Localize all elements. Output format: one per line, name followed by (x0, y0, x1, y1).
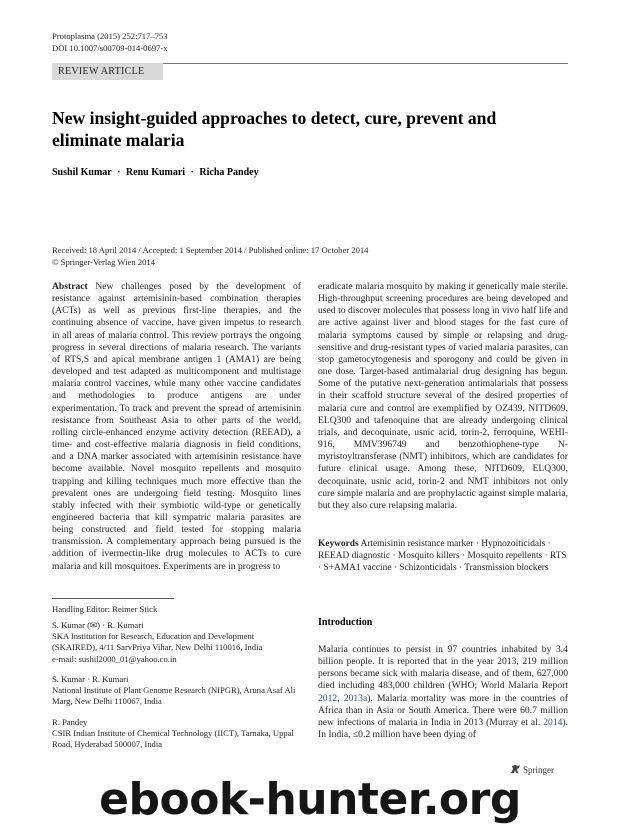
keywords (318, 538, 568, 574)
watermark: ebook-hunter.org (99, 774, 521, 825)
author-separator: · (190, 167, 194, 178)
author-name[interactable]: Sushil Kumar (52, 167, 112, 178)
affiliation-address: SKA Institution for Research, Education and Development (SKAIRED), 4/11 SarvPriya Vihar, New Delhi 110016, India (52, 631, 263, 653)
intro-text: Malaria continues to persist in 97 countries inhabited by 3.4 billion people. It is reported that in the year 2013, 219 million persons became sick with malaria disease, and of them, 627,000 died including 483,000 children (WHO; World Malaria Report (318, 644, 568, 692)
affiliation (52, 620, 301, 665)
author-email[interactable]: e-mail: sushil2000_01@yahoo.co.in (52, 653, 177, 664)
keywords-text: Artemisinin resistance marker · Hypnozoiticidals · REEAD diagnostic · Mosquito killers · Mosquito repellents · RTS · S+AMA1 vaccine · Schizonticidals · Transmission blockers (318, 539, 567, 574)
affiliation (52, 674, 301, 708)
springer-horse-icon (510, 764, 521, 774)
footnote-rule (52, 598, 174, 599)
citation-link[interactable]: 2012 (318, 692, 338, 704)
affiliation-address: CSIR Indian Institute of Chemical Technology (IICT), Tarnaka, Uppal Road, Hyderabad 500007, India (52, 728, 294, 750)
abstract-label: Abstract (52, 281, 88, 292)
author-name[interactable]: Richa Pandey (199, 167, 259, 178)
doi: DOI 10.1007/s00709-014-0697-x (52, 43, 168, 53)
publication-dates (52, 245, 368, 268)
author-separator: · (117, 167, 121, 178)
affiliation-authors: S. Kumar (✉) · R. Kumari (52, 620, 144, 630)
history-dates: Received: 18 April 2014 / Accepted: 1 September 2014 / Published online: 17 October 2014 (52, 245, 369, 255)
intro-text: ). Malaria mortality was more in the countries of Africa than in Asia or South America. There were 60.7 million new infections of malaria in India in 2013 (Murray et al. (318, 692, 568, 728)
affiliation (52, 717, 301, 751)
affiliation-address: National Institute of Plant Genome Research (NIPGR), Aruna Asaf Ali Marg, New Delhi 110067, India (52, 685, 296, 707)
keywords-label: Keywords (318, 539, 359, 549)
abstract-right-column: eradicate malaria mosquito by making it genetically male sterile. High-throughput screening procedures are being developed and used to discover molecules that possess long in vivo half life and are active against liver and blood stages for the fast cure of malaria symptoms caused by simple or relapsing and drug-sensitive and drug-resistant types of varied malaria parasites, can stop gametocytogenesis and sporogony and could be given in one dose. Target-based antimalarial drug designing has begun. Some of the putative next-generation antimalarials that possess in their scaffold structure several of the desired properties of malaria cure and control are exemplified by OZ439, NITD609, ELQ300 and tafenoquine that are already undergoing clinical trials, and decoquinate, usnic acid, torin-2, ferroquine, WEHI-916, MMV396749 and benzothiophene-type N-myristoyltransferase (NMT) inhibitors, which are candidates for future clinical usage. Among these, NITD609, ELQ300, decoquinate, usnic acid, torin-2 and NMT inhibitors not only cure simple malaria and are prophylactic against simple malaria, but they also cure relapsing malaria. (318, 281, 568, 511)
introduction-text (318, 644, 568, 741)
affiliation-authors: R. Pandey (52, 717, 88, 727)
journal-header (52, 30, 168, 54)
author-list (52, 167, 259, 178)
affiliation-authors: S. Kumar · R. Kumari (52, 674, 129, 684)
article-type-label: REVIEW ARTICLE (52, 63, 163, 80)
article-title: New insight-guided approaches to detect, cure, prevent and eliminate malaria (52, 108, 497, 150)
intro-text: , (337, 692, 344, 704)
author-name[interactable]: Renu Kumari (125, 167, 186, 178)
section-heading-introduction: Introduction (318, 617, 373, 628)
handling-editor: Handling Editor: Reimer Stick (52, 604, 158, 614)
journal-citation: Protoplasma (2015) 252:717–753 (52, 31, 168, 41)
citation-link[interactable]: 2014 (543, 716, 563, 728)
abstract-text: New challenges posed by the development of resistance against artemisinin-based combination therapies (ACTs) as well as previous first-line therapies, and the continuing absence of vaccine, have given impetus to research in all areas of malaria control. This review portrays the ongoing progress in several directions of malaria research. The variants of RTS,S and apical membrane antigen 1 (AMA1) are being developed and test adapted as multicomponent and multistage malaria control vaccines, while many other vaccine candidates and methodologies to produce antigens are under experimentation. To track and prevent the spread of artemisinin resistance from Southeast Asia to other parts of the world, rolling circle-enhanced enzyme activity detection (REEAD), a time- and cost-effective malaria diagnosis in field conditions, and a DNA marker associated with artemisinin resistance have become available. Novel mosquito repellents and mosquito trapping and killing techniques much more effective than the prevalent ones are undergoing field testing. Mosquito lines stably infected with their symbiotic wild-type or genetically engineered bacteria that kill sympatric malaria parasites are being constructed and field tested for stopping malaria transmission. A complementary approach being pursued is the addition of ivermectin-like drug molecules to ACTs to cure malaria and kill mosquitoes. Experiments are in progress to (52, 281, 301, 572)
intro-text: ). In India, ≤0.2 million have been dying of (318, 716, 568, 741)
abstract-left-column (52, 281, 301, 573)
copyright: © Springer-Verlag Wien 2014 (52, 256, 155, 267)
publisher-name: Springer (523, 765, 554, 775)
citation-link[interactable]: 2013a (343, 692, 368, 704)
